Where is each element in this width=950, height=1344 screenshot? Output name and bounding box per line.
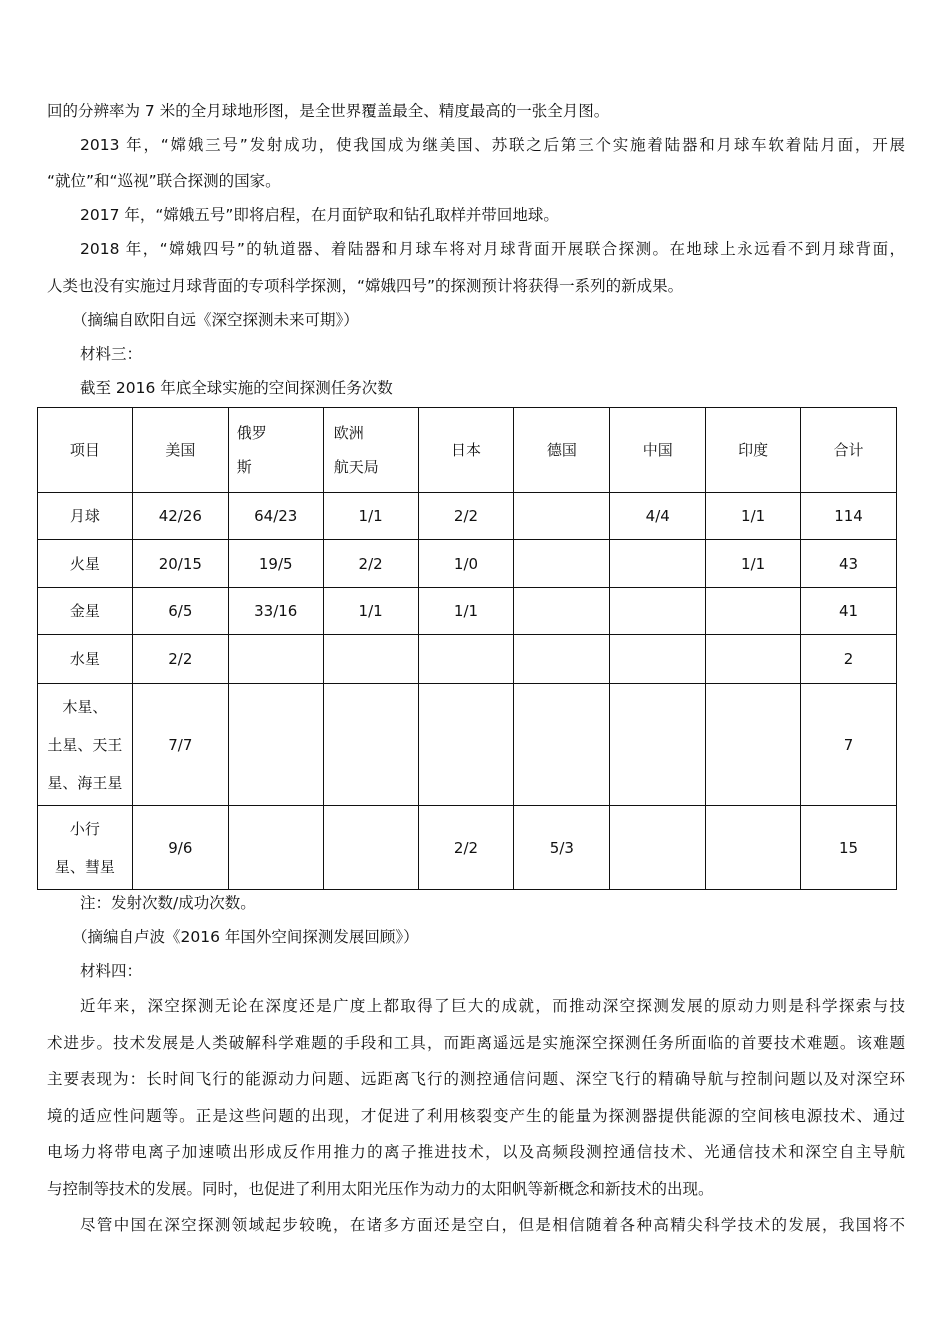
table-cell: 合计 [801, 408, 897, 493]
table-cell [514, 635, 610, 684]
table-cell: 1/1 [418, 588, 514, 635]
table-cell: 7/7 [132, 684, 228, 806]
table-cell: 1/1 [323, 588, 418, 635]
table-cell [706, 588, 801, 635]
table-cell: 俄罗 斯 [228, 408, 323, 493]
table-cell: 印度 [706, 408, 801, 493]
table-cell: 41 [801, 588, 897, 635]
table-cell: 15 [801, 806, 897, 890]
table-cell: 金星 [38, 588, 133, 635]
table-cell [418, 635, 514, 684]
table-row [38, 493, 897, 540]
text-line: 电场力将带电离子加速喷出形成反作用推力的离子推进技术，以及高频段测控通信技术、光通信技术和深空自主导航 [47, 1143, 905, 1161]
table-cell: 9/6 [132, 806, 228, 890]
table-cell: 42/26 [132, 493, 228, 540]
table-cell: 美国 [132, 408, 228, 493]
table-cell: 64/23 [228, 493, 323, 540]
table-row [38, 635, 897, 684]
table-cell [610, 806, 706, 890]
table-cell [418, 684, 514, 806]
text-line: 主要表现为：长时间飞行的能源动力问题、远距离飞行的测控通信问题、深空飞行的精确导航与控制问题以及对深空环 [47, 1070, 905, 1088]
table-cell [228, 806, 323, 890]
table-cell [514, 540, 610, 588]
table-cell: 小行 星、彗星 [38, 806, 133, 890]
table-cell: 6/5 [132, 588, 228, 635]
table-cell: 5/3 [514, 806, 610, 890]
table-cell [323, 806, 418, 890]
table-row [38, 684, 897, 806]
table-cell [610, 588, 706, 635]
table-cell: 1/1 [706, 493, 801, 540]
table-cell [228, 635, 323, 684]
table-cell: 项目 [38, 408, 133, 493]
table-cell [228, 684, 323, 806]
text-line: 术进步。技术发展是人类破解科学难题的手段和工具，而距离遥远是实施深空探测任务所面临的首要技术难题。该难题 [47, 1034, 905, 1052]
text-line: “就位”和“巡视”联合探测的国家。 [47, 172, 281, 190]
text-line: 2017 年，“嫦娥五号”即将启程，在月面铲取和钻孔取样并带回地球。 [80, 206, 559, 224]
table-header-row [38, 408, 897, 493]
table-row [38, 806, 897, 890]
table-cell: 水星 [38, 635, 133, 684]
table-cell [514, 588, 610, 635]
table-cell: 2/2 [418, 806, 514, 890]
text-line: 尽管中国在深空探测领域起步较晚，在诸多方面还是空白，但是相信随着各种高精尖科学技术的发展，我国将不 [80, 1216, 905, 1234]
table-cell: 7 [801, 684, 897, 806]
source-citation: （摘编自卢波《2016 年国外空间探测发展回顾》） [72, 928, 419, 946]
table-cell: 4/4 [610, 493, 706, 540]
section-heading: 材料三： [80, 345, 143, 363]
text-line: 回的分辨率为 7 米的全月球地形图，是全世界覆盖最全、精度最高的一张全月图。 [47, 102, 610, 120]
table-cell: 2/2 [323, 540, 418, 588]
table-cell [706, 684, 801, 806]
table-cell: 木星、 土星、天王 星、海王星 [38, 684, 133, 806]
text-line: 2018 年，“嫦娥四号”的轨道器、着陆器和月球车将对月球背面开展联合探测。在地球上永远看不到月球背面， [80, 240, 905, 258]
table-cell: 德国 [514, 408, 610, 493]
table-cell: 20/15 [132, 540, 228, 588]
table-cell: 19/5 [228, 540, 323, 588]
table-row [38, 588, 897, 635]
table-cell [706, 635, 801, 684]
table-cell: 2 [801, 635, 897, 684]
text-line: 与控制等技术的发展。同时，也促进了利用太阳光压作为动力的太阳帆等新概念和新技术的出现。 [47, 1180, 714, 1198]
table-cell: 2/2 [418, 493, 514, 540]
table-cell: 欧洲 航天局 [323, 408, 418, 493]
table-cell [610, 540, 706, 588]
table-cell [514, 493, 610, 540]
table-cell [610, 635, 706, 684]
table-cell: 1/1 [323, 493, 418, 540]
table-cell [323, 684, 418, 806]
table-cell: 43 [801, 540, 897, 588]
table-note: 注：发射次数/成功次数。 [80, 894, 256, 912]
source-citation: （摘编自欧阳自远《深空探测未来可期》） [72, 311, 359, 329]
missions-table [37, 407, 897, 890]
table-cell: 火星 [38, 540, 133, 588]
text-line: 近年来，深空探测无论在深度还是广度上都取得了巨大的成就，而推动深空探测发展的原动力则是科学探索与技 [80, 997, 905, 1015]
table-cell [323, 635, 418, 684]
table-cell: 日本 [418, 408, 514, 493]
text-line: 境的适应性问题等。正是这些问题的出现，才促进了利用核裂变产生的能量为探测器提供能源的空间核电源技术、通过 [47, 1107, 905, 1125]
table-cell: 114 [801, 493, 897, 540]
table-cell: 1/1 [706, 540, 801, 588]
table-cell: 1/0 [418, 540, 514, 588]
table-cell [514, 684, 610, 806]
table-cell [610, 684, 706, 806]
section-heading: 材料四： [80, 962, 143, 980]
table-cell: 月球 [38, 493, 133, 540]
table-cell: 33/16 [228, 588, 323, 635]
text-line: 2013 年，“嫦娥三号”发射成功，使我国成为继美国、苏联之后第三个实施着陆器和月球车软着陆月面，开展 [80, 136, 905, 154]
table-cell: 2/2 [132, 635, 228, 684]
table-cell [706, 806, 801, 890]
table-row [38, 540, 897, 588]
table-caption: 截至 2016 年底全球实施的空间探测任务次数 [80, 379, 393, 397]
table-cell: 中国 [610, 408, 706, 493]
text-line: 人类也没有实施过月球背面的专项科学探测，“嫦娥四号”的探测预计将获得一系列的新成果。 [47, 277, 684, 295]
